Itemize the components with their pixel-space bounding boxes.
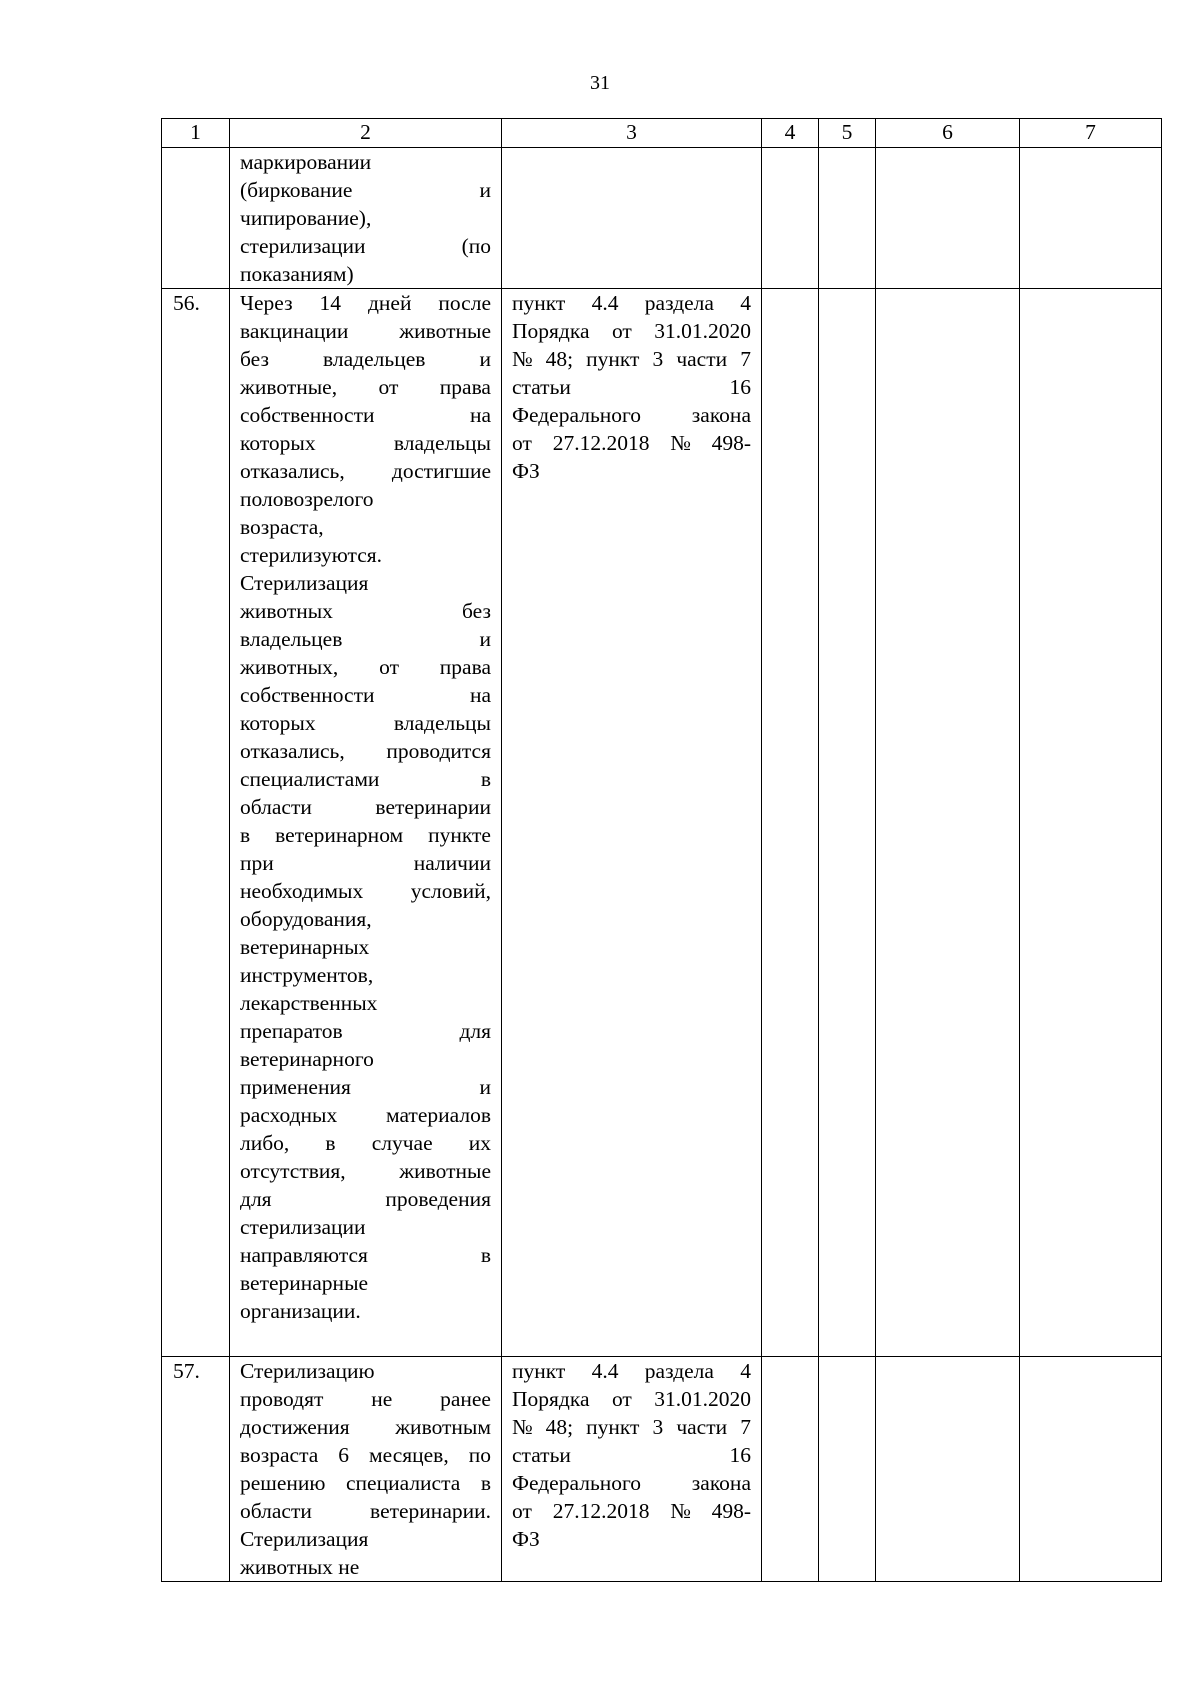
document-table bbox=[161, 118, 1162, 1582]
page-number: 31 bbox=[590, 72, 610, 94]
text-line: которых владельцы bbox=[240, 711, 491, 735]
header-cell: 7 bbox=[1020, 119, 1162, 148]
empty-cell-col-6 bbox=[876, 1357, 1020, 1582]
text-line: стерилизуются. bbox=[240, 543, 383, 567]
header-cell: 1 bbox=[162, 119, 230, 148]
header-cell: 6 bbox=[876, 119, 1020, 148]
text-line: вакцинации животные bbox=[240, 319, 491, 343]
text-line: маркировании bbox=[240, 150, 372, 174]
text-line: оборудования, bbox=[240, 907, 372, 931]
text-line: Федерального закона bbox=[512, 1471, 751, 1495]
text-line: достижения животным bbox=[240, 1415, 491, 1439]
empty-cell-col-7 bbox=[1020, 148, 1162, 289]
text-line: возраста 6 месяцев, по bbox=[240, 1443, 491, 1467]
text-line: (биркование и bbox=[240, 178, 491, 202]
empty-cell-col-4 bbox=[762, 1357, 819, 1582]
empty-cell-col-7 bbox=[1020, 289, 1162, 1357]
text-line: стерилизации (по bbox=[240, 234, 491, 258]
text-line: Порядка от 31.01.2020 bbox=[512, 319, 751, 343]
text-line: без владельцев и bbox=[240, 347, 491, 371]
table-header-row bbox=[162, 119, 1162, 148]
text-line: Стерилизация bbox=[240, 571, 369, 595]
header-cell: 3 bbox=[502, 119, 762, 148]
empty-cell-col-4 bbox=[762, 289, 819, 1357]
text-line: либо, в случае их bbox=[240, 1131, 491, 1155]
empty-cell-col-5 bbox=[819, 1357, 876, 1582]
text-line: № 48; пункт 3 части 7 bbox=[512, 1415, 751, 1439]
table-row bbox=[162, 1357, 1162, 1582]
text-line: области ветеринарии. bbox=[240, 1499, 491, 1523]
text-line: в ветеринарном пункте bbox=[240, 823, 491, 847]
text-line: для проведения bbox=[240, 1187, 491, 1211]
legal-basis-cell bbox=[502, 1357, 762, 1582]
text-line: специалистами в bbox=[240, 767, 491, 791]
text-line: расходных материалов bbox=[240, 1103, 491, 1127]
text-line: отсутствия, животные bbox=[240, 1159, 491, 1183]
text-line: животных, от права bbox=[240, 655, 491, 679]
legal-basis-cell bbox=[502, 148, 762, 289]
text-line: Порядка от 31.01.2020 bbox=[512, 1387, 751, 1411]
text-line: при наличии bbox=[240, 851, 491, 875]
text-line: инструментов, bbox=[240, 963, 374, 987]
row-number: 57. bbox=[162, 1357, 230, 1582]
text-line: области ветеринарии bbox=[240, 795, 491, 819]
text-line: от 27.12.2018 № 498- bbox=[512, 431, 751, 455]
text-line: проводят не ранее bbox=[240, 1387, 491, 1411]
description-cell bbox=[230, 1357, 502, 1582]
text-line: статьи 16 bbox=[512, 1443, 751, 1467]
text-line: Стерилизация bbox=[240, 1527, 369, 1551]
text-line: № 48; пункт 3 части 7 bbox=[512, 347, 751, 371]
text-line: собственности на bbox=[240, 403, 491, 427]
text-line: направляются в bbox=[240, 1243, 491, 1267]
empty-cell-col-6 bbox=[876, 289, 1020, 1357]
text-line: животные, от права bbox=[240, 375, 491, 399]
text-line: применения и bbox=[240, 1075, 491, 1099]
text-line: стерилизации bbox=[240, 1215, 366, 1239]
text-line: ветеринарных bbox=[240, 935, 370, 959]
text-line: Через 14 дней после bbox=[240, 291, 491, 315]
text-line: организации. bbox=[240, 1299, 361, 1323]
empty-cell-col-4 bbox=[762, 148, 819, 289]
empty-cell-col-6 bbox=[876, 148, 1020, 289]
text-line: Федерального закона bbox=[512, 403, 751, 427]
text-line: половозрелого bbox=[240, 487, 374, 511]
text-line: ветеринарного bbox=[240, 1047, 374, 1071]
header-cell: 5 bbox=[819, 119, 876, 148]
text-line: пункт 4.4 раздела 4 bbox=[512, 1359, 751, 1383]
text-line: ветеринарные bbox=[240, 1271, 369, 1295]
empty-cell-col-7 bbox=[1020, 1357, 1162, 1582]
text-line: статьи 16 bbox=[512, 375, 751, 399]
empty-cell-col-5 bbox=[819, 148, 876, 289]
table-row bbox=[162, 148, 1162, 289]
header-cell: 4 bbox=[762, 119, 819, 148]
text-line: Стерилизацию bbox=[240, 1359, 375, 1383]
text-line: которых владельцы bbox=[240, 431, 491, 455]
text-line: лекарственных bbox=[240, 991, 378, 1015]
empty-cell-col-5 bbox=[819, 289, 876, 1357]
text-line: отказались, проводится bbox=[240, 739, 491, 763]
header-cell: 2 bbox=[230, 119, 502, 148]
row-number bbox=[162, 148, 230, 289]
description-cell bbox=[230, 289, 502, 1357]
text-line: решению специалиста в bbox=[240, 1471, 491, 1495]
text-line: животных не bbox=[240, 1555, 360, 1579]
text-line: от 27.12.2018 № 498- bbox=[512, 1499, 751, 1523]
text-line: возраста, bbox=[240, 515, 324, 539]
table-row bbox=[162, 289, 1162, 1357]
text-line: показаниям) bbox=[240, 262, 354, 286]
row-number: 56. bbox=[162, 289, 230, 1357]
text-line: отказались, достигшие bbox=[240, 459, 491, 483]
text-line: животных без bbox=[240, 599, 491, 623]
text-line: пункт 4.4 раздела 4 bbox=[512, 291, 751, 315]
text-line: необходимых условий, bbox=[240, 879, 491, 903]
legal-basis-cell bbox=[502, 289, 762, 1357]
text-line: ФЗ bbox=[512, 459, 540, 483]
text-line: чипирование), bbox=[240, 206, 372, 230]
text-line: препаратов для bbox=[240, 1019, 491, 1043]
text-line: владельцев и bbox=[240, 627, 491, 651]
description-cell bbox=[230, 148, 502, 289]
text-line: собственности на bbox=[240, 683, 491, 707]
text-line: ФЗ bbox=[512, 1527, 540, 1551]
